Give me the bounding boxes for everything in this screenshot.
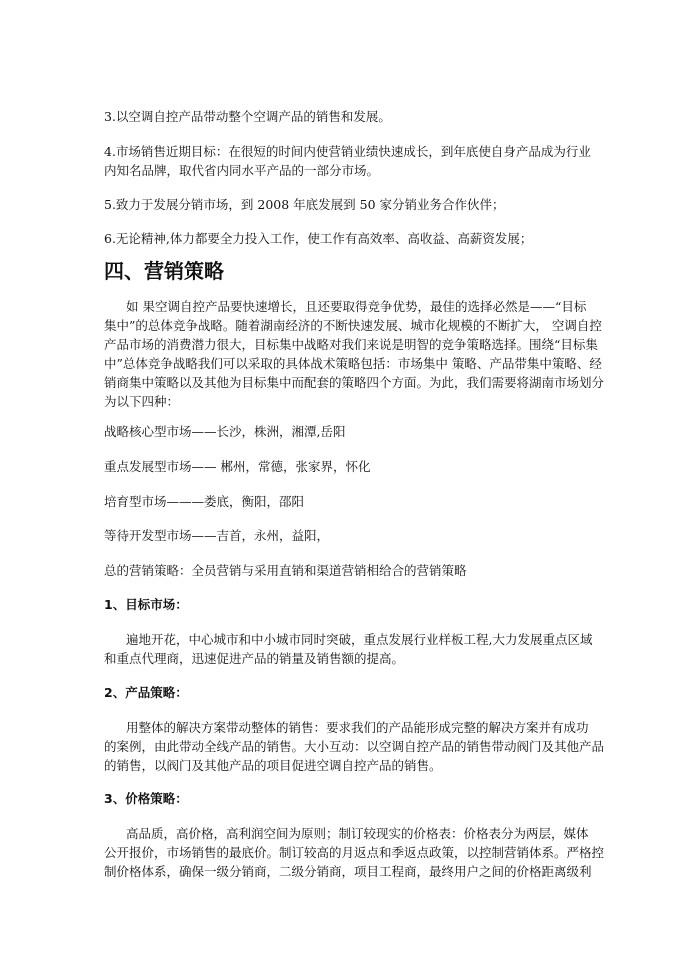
- goal-item-6: 6.无论精神,体力都要全力投入工作，使工作有高效率、高收益、高薪资发展；: [104, 231, 533, 246]
- goal-item-4: 4.市场销售近期目标：在很短的时间内使营销业绩快速成长，到年底使自身产品成为行业 内知名品牌，取代省内同水平产品的一部分市场。: [104, 144, 591, 178]
- goal-item-3: 3.以空调自控产品带动整个空调产品的销售和发展。: [104, 109, 391, 124]
- market-item: 等待开发型市场——吉首，永州，益阳，: [104, 528, 330, 543]
- section-heading: 四、营销策略: [104, 259, 224, 283]
- subheading-target-market: 1、目标市场：: [104, 597, 188, 612]
- market-item: 培育型市场———娄底，衡阳，邵阳: [104, 494, 305, 509]
- target-market-paragraph: 遍地开花，中心城市和中小城市同时突破，重点发展行业样板工程,大力发展重点区域 和重点代理商，迅速促进产品的销量及销售额的提高。: [104, 632, 593, 666]
- goal-item-5: 5.致力于发展分销市场，到 2008 年底发展到 50 家分销业务合作伙伴；: [104, 197, 505, 212]
- subheading-price-strategy: 3、价格策略：: [104, 791, 188, 806]
- overall-strategy: 总的营销策略：全员营销与采用直销和渠道营销相给合的营销策略: [104, 563, 467, 578]
- price-strategy-paragraph: 高品质，高价格，高利润空间为原则；制订较现实的价格表：价格表分为两层，媒体 公开报价，市场销售的最底价。制订较高的月返点和季返点政策，以控制营销体系。严格控 制价格体系，确保一级分销商，二级分销商，项目工程商，最终用户之间的价格距离级利: [104, 826, 605, 879]
- market-item: 战略核心型市场——长沙，株洲，湘潭,岳阳: [104, 424, 346, 439]
- subheading-product-strategy: 2、产品策略：: [104, 685, 188, 700]
- product-strategy-paragraph: 用整体的解决方案带动整体的销售：要求我们的产品能形成完整的解决方案并有成功 的案例，由此带动全线产品的销售。大小互动：以空调自控产品的销售带动阀门及其他产品 的销售，以阀门及其他产品的项目促进空调自控产品的销售。: [104, 720, 605, 773]
- intro-paragraph: 如 果空调自控产品要快速增长，且还要取得竞争优势，最佳的选择必然是——“目标 集中”的总体竞争战略。随着湖南经济的不断快速发展、城市化规模的不断扩大， 空调自控 产品市场的消费潜力很大，目标集中战略对我们来说是明智的竞争策略选择。围绕“目标集 中”总体竞争战略我们可以采取的具体战术策略包括：市场集中 策略、产品带集中策略、经 销商集中策略以及其他为目标集中而配套的策略四个方面。为此，我们需要将湖南市场划分 为以下四种：: [104, 299, 605, 409]
- market-item: 重点发展型市场—— 郴州，常德，张家界，怀化: [104, 459, 371, 474]
